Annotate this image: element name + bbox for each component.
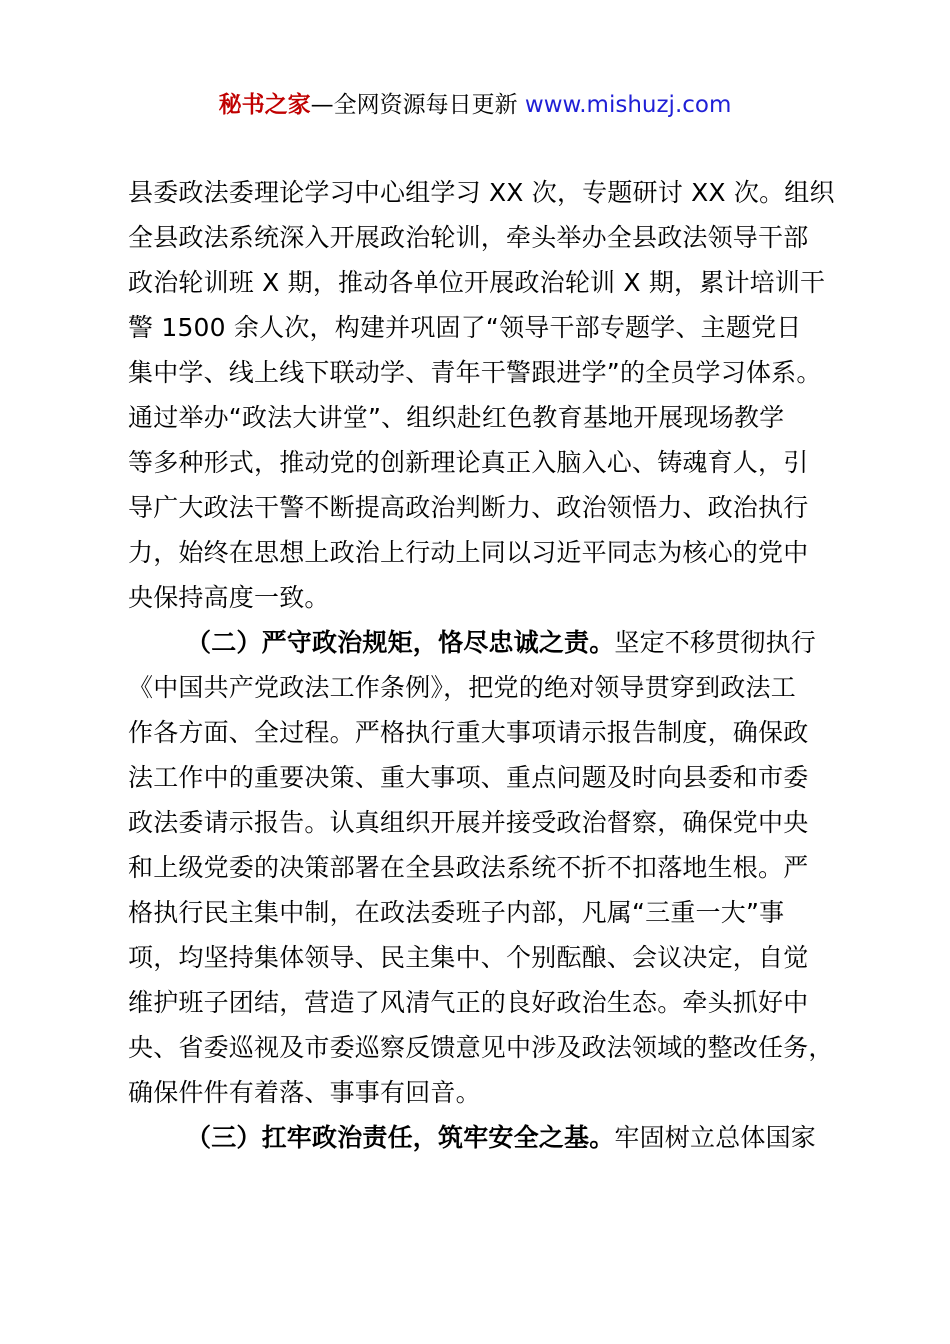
section-heading-line (128, 620, 848, 665)
text-line: 法工作中的重要决策、重大事项、重点问题及时向县委和市委 (128, 763, 809, 792)
paragraph-2 (128, 620, 848, 1115)
text-line: 集中学、线上线下联动学、青年干警跟进学”的全员学习体系。 (128, 358, 822, 387)
text-line: 和上级党委的决策部署在全县政法系统不折不扣落地生根。严 (128, 853, 809, 882)
text-line: 维护班子团结，营造了风清气正的良好政治生态。牵头抓好中 (128, 988, 809, 1017)
section-heading: （三）扛牢政治责任，筑牢安全之基。 (186, 1123, 615, 1152)
header-slogan: —全网资源每日更新 (310, 92, 525, 118)
text-span: 坚定不移贯彻执行 (614, 628, 817, 657)
text-line: 作各方面、全过程。严格执行重大事项请示报告制度，确保政 (128, 718, 809, 747)
text-line: 导广大政法干警不断提高政治判断力、政治领悟力、政治执行 (128, 493, 809, 522)
text-line: 通过举办“政法大讲堂”、组织赴红色教育基地开展现场教学 (128, 403, 785, 432)
text-line: 等多种形式，推动党的创新理论真正入脑入心、铸魂育人，引 (128, 448, 809, 477)
site-header (0, 88, 950, 122)
document-body (128, 170, 848, 1160)
text-line: 警 1500 余人次，构建并巩固了“领导干部专题学、主题党日 (128, 313, 802, 342)
section-heading-line (128, 1115, 848, 1160)
text-line: 确保件件有着落、事事有回音。 (128, 1078, 481, 1107)
text-line: 全县政法系统深入开展政治轮训，牵头举办全县政法领导干部 (128, 223, 809, 252)
text-line: 县委政法委理论学习中心组学习 XX 次，专题研讨 XX 次。组织 (128, 178, 835, 207)
text-line: 政治轮训班 X 期，推动各单位开展政治轮训 X 期，累计培训干 (128, 268, 826, 297)
section-heading: （二）严守政治规矩，恪尽忠诚之责。 (186, 628, 615, 657)
site-url[interactable]: www.mishuzj.com (524, 92, 732, 118)
text-line: 力，始终在思想上政治上行动上同以习近平同志为核心的党中 (128, 538, 809, 567)
text-line: 央保持高度一致。 (128, 583, 330, 612)
text-line: 政法委请示报告。认真组织开展并接受政治督察，确保党中央 (128, 808, 809, 837)
text-span: 牢固树立总体国家 (614, 1123, 817, 1152)
text-line: 《中国共产党政法工作条例》，把党的绝对领导贯穿到政法工 (128, 673, 796, 702)
text-line: 项，均坚持集体领导、民主集中、个别酝酿、会议决定，自觉 (128, 943, 809, 972)
paragraph-3 (128, 1115, 848, 1160)
brand-name: 秘书之家 (218, 92, 311, 118)
text-line: 格执行民主集中制，在政法委班子内部，凡属“三重一大”事 (128, 898, 785, 927)
paragraph-1 (128, 170, 848, 620)
text-line: 央、省委巡视及市委巡察反馈意见中涉及政法领域的整改任务， (128, 1033, 834, 1062)
